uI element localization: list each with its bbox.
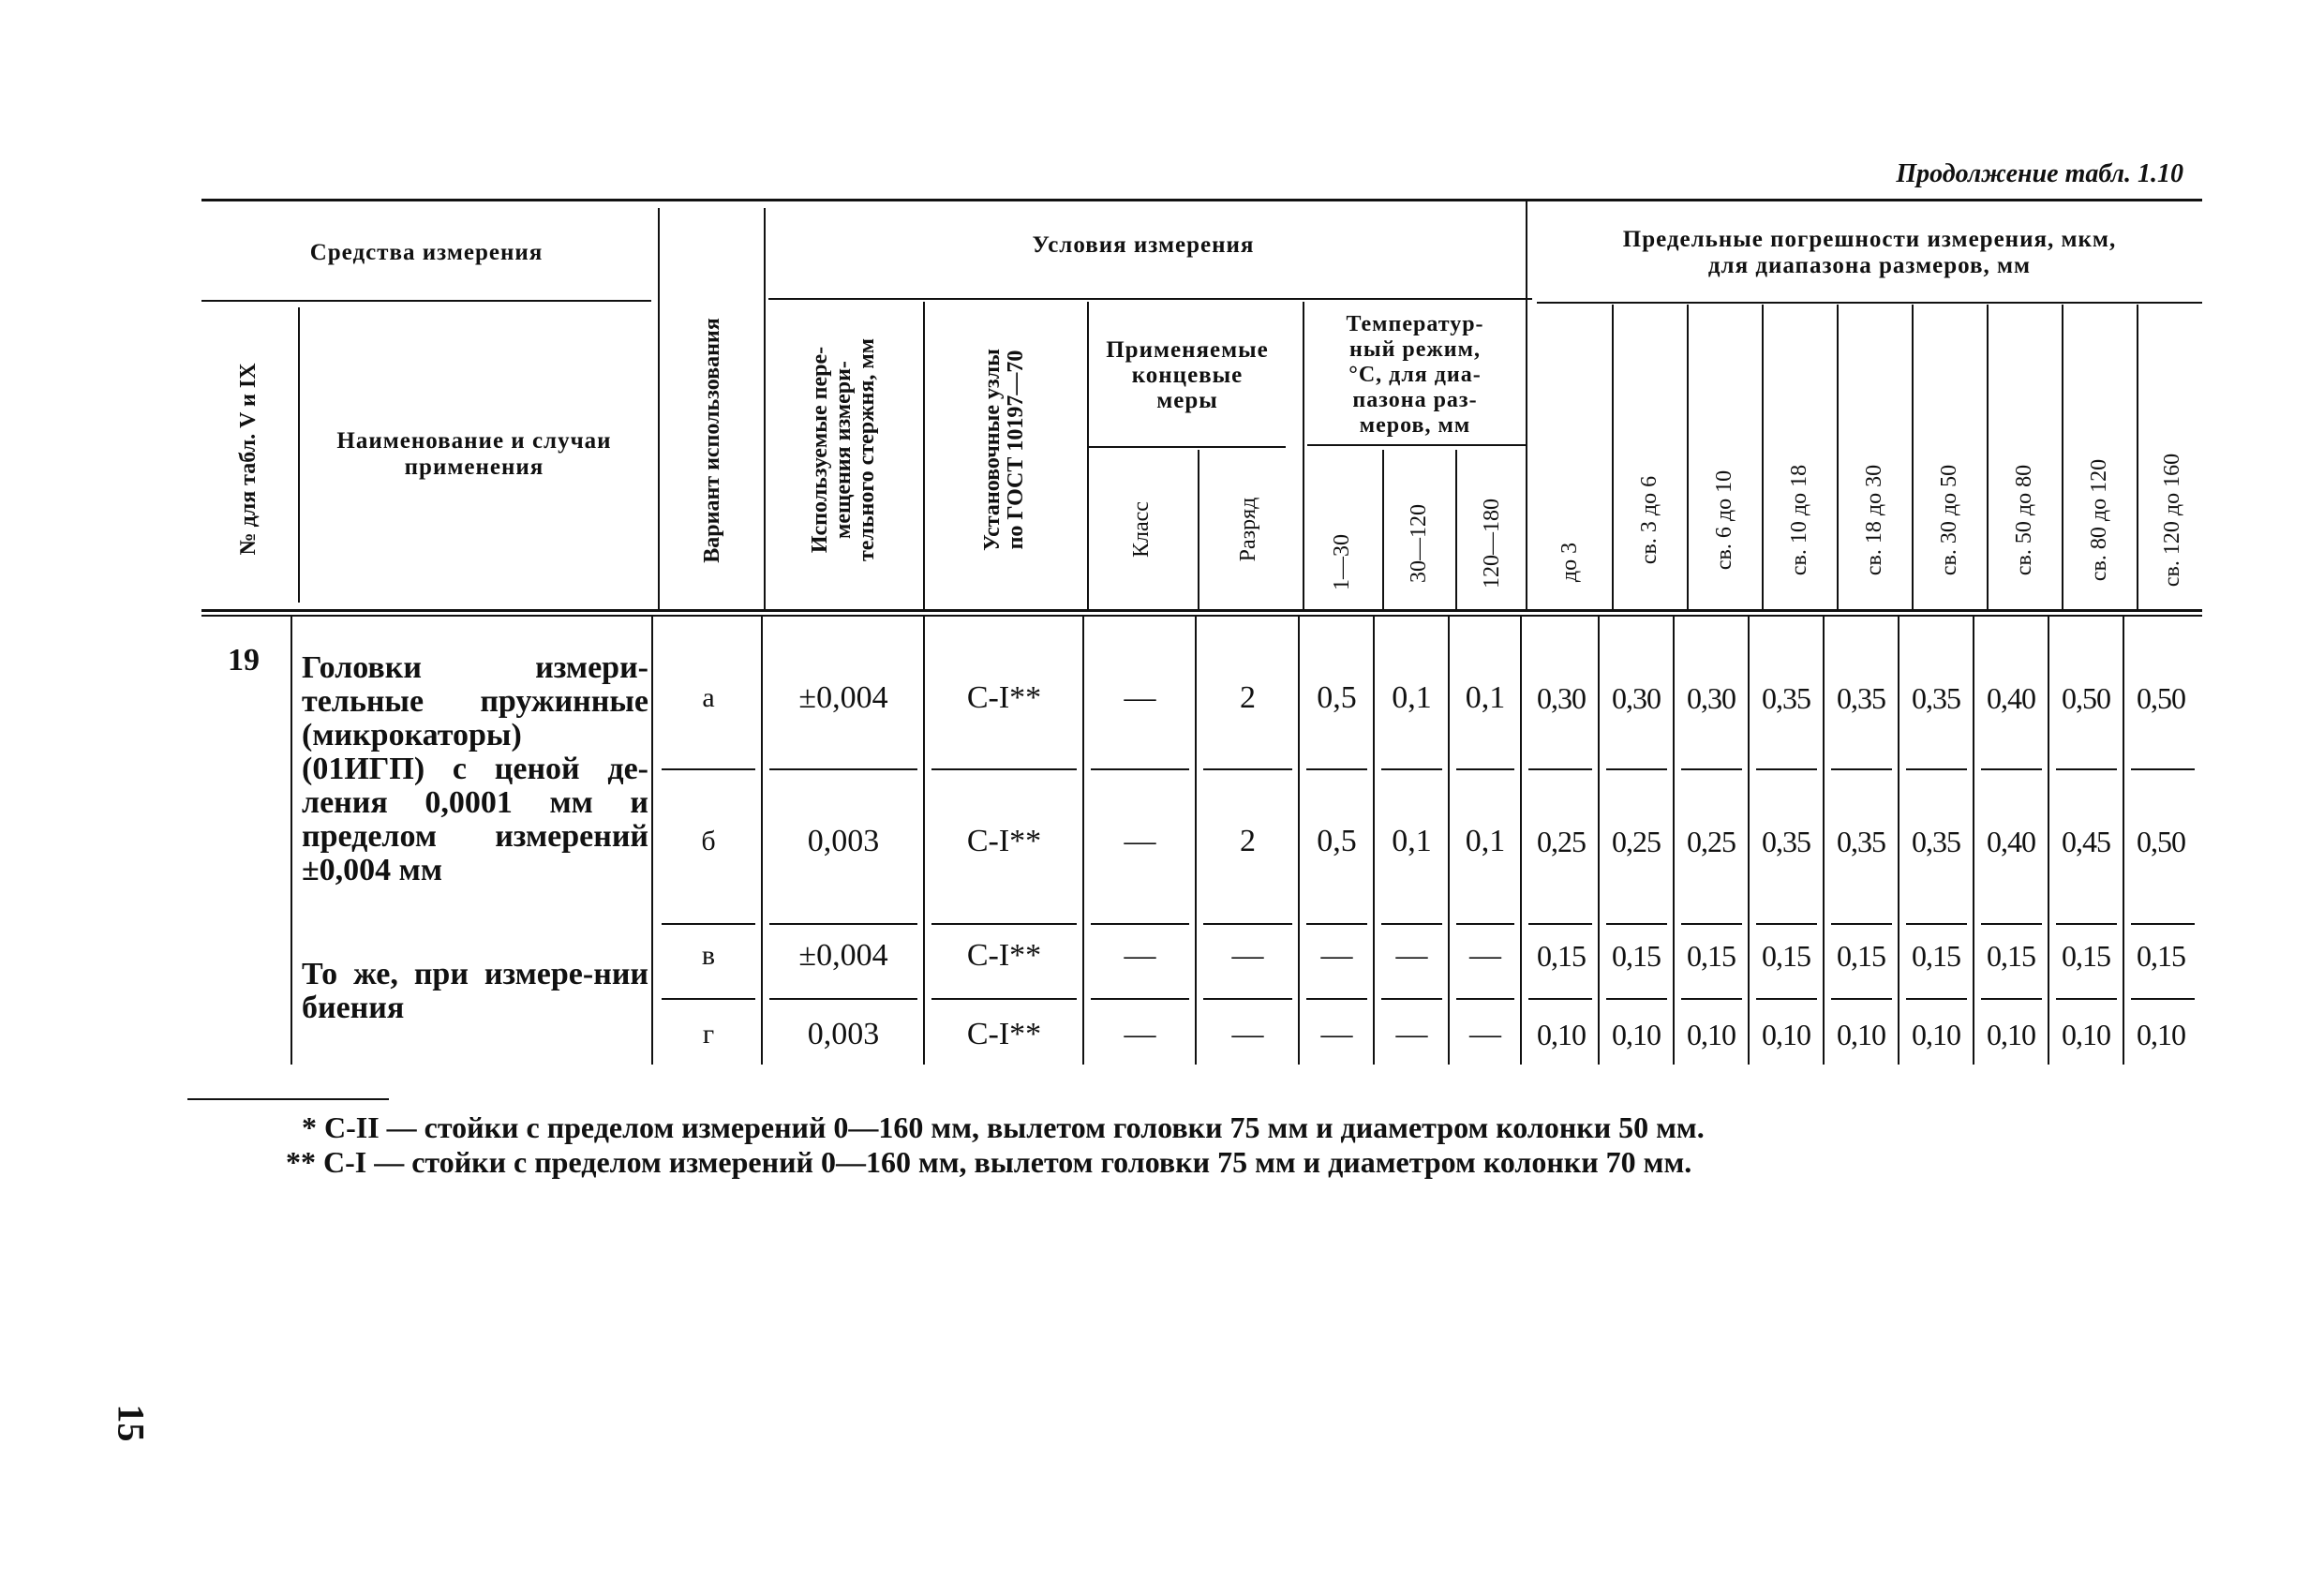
cell-t3: 0,1 [1465, 680, 1506, 715]
cell-error: 0,10 [2137, 1017, 2185, 1051]
h-rule [201, 300, 651, 302]
h-rule [2056, 768, 2117, 770]
header-variant: Вариант использования [699, 318, 724, 563]
cell-error: 0,10 [1987, 1017, 2035, 1051]
cell-t1: 0,5 [1317, 824, 1357, 858]
cell-error: 0,40 [1987, 824, 2035, 858]
h-rule [2131, 768, 2195, 770]
header-displacements: Используемые пере- мещения измери- тельного стержня, мм [807, 337, 879, 562]
h-rule [931, 998, 1077, 1000]
cell-t2: — [1395, 1017, 1428, 1051]
cell-error: 0,35 [1912, 824, 1960, 858]
h-rule [1756, 768, 1817, 770]
cell-grade: 2 [1240, 824, 1256, 858]
header-range-6: св. 50 до 80 [2011, 464, 2036, 576]
cell-error: 0,50 [2137, 824, 2185, 858]
h-rule [768, 298, 1532, 300]
cell-disp: ±0,004 [798, 680, 888, 715]
h-rule [1831, 923, 1892, 925]
h-rule [2056, 998, 2117, 1000]
cell-error: 0,35 [1912, 680, 1960, 715]
header-grade: Разряд [1235, 497, 1260, 562]
header-conditions: Условия измерения [1032, 232, 1255, 258]
header-num-col: № для табл. V и IX [235, 363, 261, 556]
h-rule [1456, 998, 1514, 1000]
header-range-0: до 3 [1557, 542, 1582, 583]
cell-error: 0,15 [1612, 938, 1661, 973]
cell-error: 0,50 [2062, 680, 2110, 715]
cell-t3: — [1469, 1017, 1501, 1051]
cell-error: 0,15 [1987, 938, 2035, 973]
cell-t1: 0,5 [1317, 680, 1357, 715]
v-rule [764, 208, 766, 609]
cell-cls: — [1124, 680, 1156, 715]
cell-t1: — [1320, 1017, 1353, 1051]
v-rule [298, 307, 300, 603]
header-range-7: св. 80 до 120 [2086, 458, 2111, 582]
h-rule [2131, 998, 2195, 1000]
h-rule [769, 998, 917, 1000]
cell-error: 0,10 [1537, 1017, 1586, 1051]
header-temp: Температур- ный режим, °С, для диа- пазона раз- меров, мм [1346, 311, 1484, 438]
cell-error: 0,25 [1612, 824, 1661, 858]
h-rule [769, 768, 917, 770]
cell-stand: С-I** [966, 824, 1042, 858]
header-class: Класс [1128, 501, 1154, 558]
cell-variant: а [702, 682, 715, 713]
v-rule [658, 208, 660, 609]
cell-error: 0,10 [1837, 1017, 1885, 1051]
h-rule [1091, 768, 1189, 770]
h-rule [1203, 923, 1292, 925]
v-rule [1373, 615, 1375, 1065]
h-rule [1091, 998, 1189, 1000]
group1-name: Головки измери-тельные пружинные (микрокаторы) (01ИГП) с ценой де-ления 0,0001 мм и пределом измерений ±0,004 мм [302, 650, 648, 887]
h-rule [2131, 923, 2195, 925]
h-rule [1381, 923, 1442, 925]
v-rule [1198, 450, 1199, 609]
cell-error: 0,15 [1687, 938, 1736, 973]
h-rule [931, 923, 1077, 925]
cell-error: 0,15 [2137, 938, 2185, 973]
cell-stand: С-I** [966, 1017, 1042, 1051]
cell-disp: 0,003 [807, 824, 880, 858]
v-rule [761, 615, 763, 1065]
cell-variant: в [701, 940, 716, 971]
cell-grade: — [1231, 1017, 1264, 1051]
h-rule [1756, 998, 1817, 1000]
v-rule [1520, 615, 1522, 1065]
h-rule [1528, 768, 1592, 770]
h-rule [1307, 444, 1527, 446]
v-rule [1298, 615, 1300, 1065]
v-rule [923, 302, 925, 609]
h-rule [1456, 768, 1514, 770]
h-rule [2056, 923, 2117, 925]
h-rule [1681, 768, 1742, 770]
cell-error: 0,30 [1537, 680, 1586, 715]
cell-grade: — [1231, 938, 1264, 973]
cell-error: 0,10 [1687, 1017, 1736, 1051]
h-rule [1306, 923, 1367, 925]
cell-error: 0,25 [1537, 824, 1586, 858]
cell-cls: — [1124, 938, 1156, 973]
h-rule [1381, 998, 1442, 1000]
cell-error: 0,50 [2137, 680, 2185, 715]
cell-disp: 0,003 [807, 1017, 880, 1051]
h-rule [662, 923, 755, 925]
cell-error: 0,40 [1987, 680, 2035, 715]
h-rule [1528, 998, 1592, 1000]
h-rule [1203, 768, 1292, 770]
cell-stand: С-I** [966, 938, 1042, 973]
h-rule [1681, 923, 1742, 925]
h-rule [769, 923, 917, 925]
h-rule [1906, 998, 1967, 1000]
v-rule [1448, 615, 1450, 1065]
h-rule [1981, 998, 2042, 1000]
cell-error: 0,15 [1837, 938, 1885, 973]
cell-error: 0,15 [1762, 938, 1810, 973]
h-rule [1981, 923, 2042, 925]
row-number: 19 [228, 643, 260, 678]
h-rule [1537, 302, 2202, 304]
h-rule [1456, 923, 1514, 925]
header-means: Средства измерения [309, 240, 544, 265]
cell-error: 0,10 [2062, 1017, 2110, 1051]
cell-disp: ±0,004 [798, 938, 888, 973]
v-rule [651, 615, 653, 1065]
h-rule [1606, 768, 1667, 770]
cell-error: 0,30 [1612, 680, 1661, 715]
h-rule [1089, 446, 1286, 448]
h-rule [201, 199, 2202, 201]
continuation-caption: Продолжение табл. 1.10 [1896, 159, 2183, 188]
h-rule [1681, 998, 1742, 1000]
cell-cls: — [1124, 824, 1156, 858]
cell-error: 0,35 [1837, 680, 1885, 715]
cell-error: 0,30 [1687, 680, 1736, 715]
cell-error: 0,15 [2062, 938, 2110, 973]
cell-stand: С-I** [966, 680, 1042, 715]
header-range-5: св. 30 до 50 [1936, 464, 1961, 576]
cell-t2: 0,1 [1392, 680, 1432, 715]
h-rule [1306, 768, 1367, 770]
header-temp-3: 120—180 [1479, 499, 1504, 588]
h-rule [1906, 923, 1967, 925]
h-rule [1906, 768, 1967, 770]
h-rule [1756, 923, 1817, 925]
cell-grade: 2 [1240, 680, 1256, 715]
v-rule [1195, 615, 1197, 1065]
h-rule [1981, 768, 2042, 770]
footnote-2: ** С-I — стойки с пределом измерений 0—160 мм, вылетом головки 75 мм и диаметром колонки 70 мм. [286, 1145, 1692, 1179]
v-rule [1082, 615, 1084, 1065]
cell-cls: — [1124, 1017, 1156, 1051]
header-range-4: св. 18 до 30 [1861, 464, 1886, 576]
header-temp-2: 30—120 [1406, 504, 1431, 583]
page-number: 15 [110, 1404, 153, 1442]
cell-t3: — [1469, 938, 1501, 973]
h-rule [662, 768, 755, 770]
v-rule [923, 615, 925, 1065]
h-rule [1306, 998, 1367, 1000]
cell-variant: б [701, 826, 716, 857]
group2-name: То же, при измере-нии биения [302, 957, 648, 1025]
h-rule [1203, 998, 1292, 1000]
cell-error: 0,45 [2062, 824, 2110, 858]
header-range-8: св. 120 до 160 [2159, 453, 2184, 588]
h-rule [662, 998, 755, 1000]
cell-error: 0,35 [1762, 824, 1810, 858]
header-range-2: св. 6 до 10 [1711, 469, 1736, 571]
cell-error: 0,10 [1762, 1017, 1810, 1051]
cell-error: 0,35 [1762, 680, 1810, 715]
cell-error: 0,15 [1537, 938, 1586, 973]
h-rule [1091, 923, 1189, 925]
h-rule [1381, 768, 1442, 770]
header-temp-1: 1—30 [1329, 534, 1354, 590]
v-rule [290, 615, 292, 1065]
cell-error: 0,35 [1837, 824, 1885, 858]
h-rule [1606, 998, 1667, 1000]
h-rule [1606, 923, 1667, 925]
h-rule [931, 768, 1077, 770]
cell-t2: 0,1 [1392, 824, 1432, 858]
h-rule [1528, 923, 1592, 925]
header-gauges: Применяемые концевые меры [1106, 336, 1269, 413]
cell-error: 0,25 [1687, 824, 1736, 858]
footnote-rule [187, 1098, 389, 1100]
header-range-1: св. 3 до 6 [1636, 475, 1661, 565]
cell-t3: 0,1 [1465, 824, 1506, 858]
cell-error: 0,15 [1912, 938, 1960, 973]
footnote-1: * С-II — стойки с пределом измерений 0—160 мм, вылетом головки 75 мм и диаметром колонки 50 мм. [302, 1110, 1705, 1144]
cell-t2: — [1395, 938, 1428, 973]
header-range-3: св. 10 до 18 [1786, 464, 1811, 576]
header-stands: Установочные узлы по ГОСТ 10197—70 [980, 349, 1028, 551]
h-rule [1831, 768, 1892, 770]
header-errors: Предельные погрешности измерения, мкм, для диапазона размеров, мм [1622, 227, 2117, 278]
header-name-col: Наименование и случаи применения [336, 428, 612, 480]
h-rule [1831, 998, 1892, 1000]
cell-error: 0,10 [1912, 1017, 1960, 1051]
cell-variant: г [702, 1019, 715, 1050]
cell-error: 0,10 [1612, 1017, 1661, 1051]
cell-t1: — [1320, 938, 1353, 973]
